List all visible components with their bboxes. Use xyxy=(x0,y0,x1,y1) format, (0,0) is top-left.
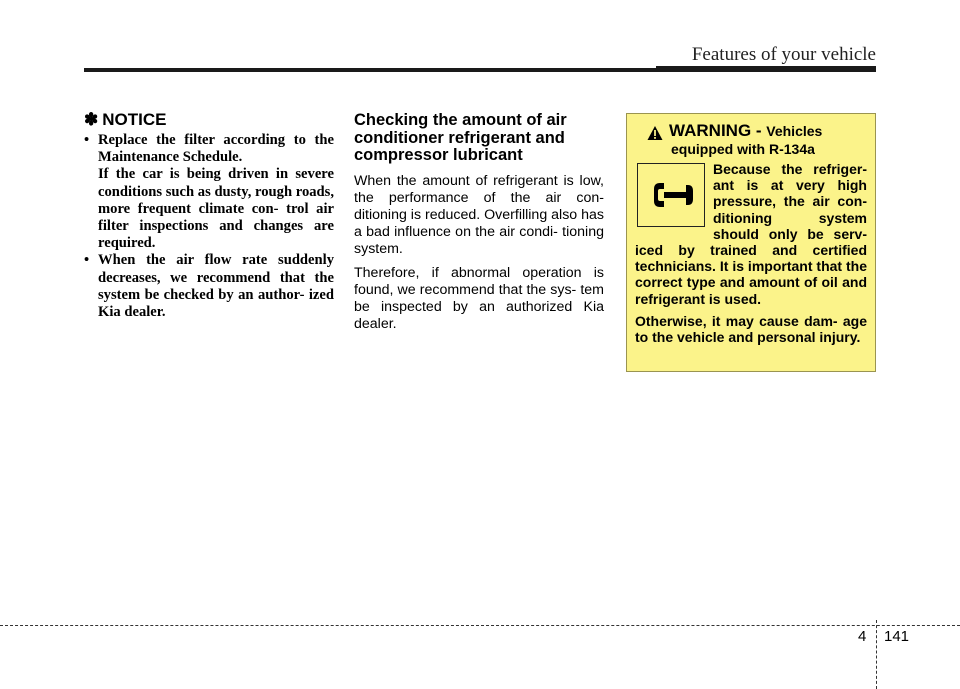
refrigerant-paragraph: When the amount of refrigerant is low, the performance of the air con- ditioning is reduced. Overfilling also has a bad influence on the air condi- tioning system. xyxy=(354,172,604,258)
header-rule-accent xyxy=(656,66,876,72)
warning-paragraph: Otherwise, it may cause dam- age to the vehicle and personal injury. xyxy=(635,312,867,346)
notice-item-text: Replace the filter according to the Maintenance Schedule. xyxy=(98,132,334,166)
footer-divider xyxy=(876,620,877,689)
warning-subtitle: equipped with R-134a xyxy=(671,141,815,157)
wrench-icon xyxy=(637,163,705,227)
footer-rule xyxy=(0,625,960,626)
bullet: • xyxy=(84,132,90,148)
notice-item xyxy=(84,132,334,252)
refrigerant-paragraph: Therefore, if abnormal operation is found, we recommend that the sys- tem be inspected by an authorized Kia dealer. xyxy=(354,264,604,333)
bullet: • xyxy=(84,252,90,269)
notice-list xyxy=(84,132,334,321)
refrigerant-column xyxy=(354,112,604,339)
notice-item xyxy=(84,252,334,321)
chapter-number: 4 xyxy=(858,628,867,645)
notice-item-text: If the car is being driven in severe conditions such as dusty, rough roads, more frequent climate con- trol air filter inspections and changes are required. xyxy=(98,166,334,252)
notice-column xyxy=(84,110,334,321)
warning-body xyxy=(635,161,867,345)
notice-title xyxy=(84,110,334,130)
warning-title xyxy=(669,122,822,140)
warning-triangle-icon xyxy=(647,125,663,141)
notice-item-text: When the air flow rate suddenly decreases, we recommend that the system be checked by an author- ized Kia dealer. xyxy=(98,252,334,321)
refrigerant-heading: Checking the amount of air conditioner refrigerant and compressor lubricant xyxy=(354,111,567,164)
section-title: Features of your vehicle xyxy=(691,44,876,65)
wrench-icon-graphic xyxy=(646,175,696,215)
notice-title-text: NOTICE xyxy=(102,110,167,129)
page-number: 141 xyxy=(884,628,910,645)
warning-label-suffix: Vehicles xyxy=(766,123,823,139)
warning-paragraph: Because the refriger- ant is at very high pressure, the air con- ditioning system should only be serv- iced by trained and certified technicians. It is important that the correct type and amount of oil and refrigerant is used. xyxy=(635,161,867,307)
warning-box xyxy=(626,113,876,372)
notice-star-icon: ✽ xyxy=(84,110,99,129)
warning-header xyxy=(647,122,867,141)
warning-label: WARNING - xyxy=(669,121,767,140)
